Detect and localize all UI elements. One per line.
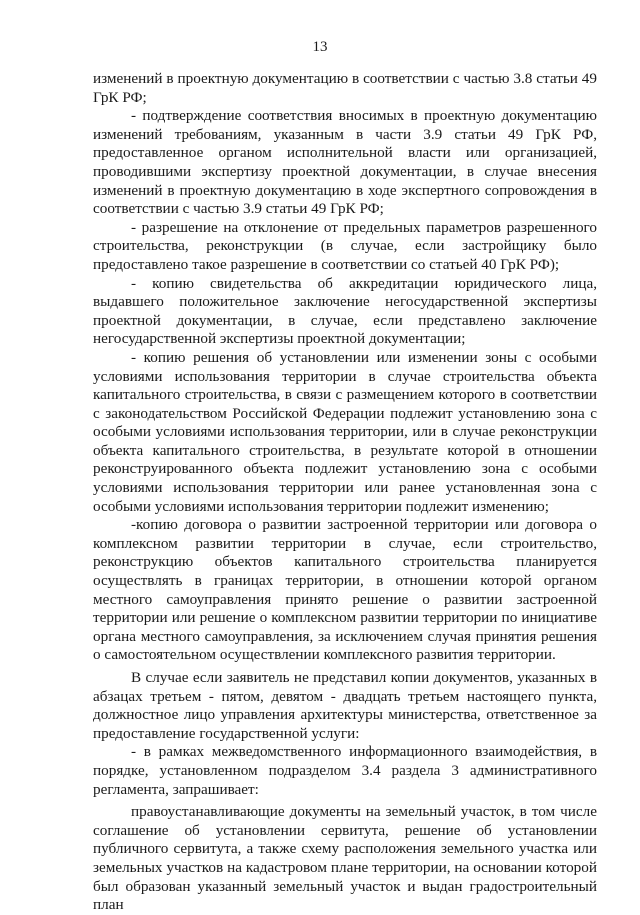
paragraph-2: - подтверждение соответствия вносимых в проектную документацию изменений требованиям, указанным в части 3.9 статьи 49 ГрК РФ, предоставленное органом исполнительной власти или организацией, проводившими экспертизу проектной документации, в случае внесения изменений в проектную документацию в ходе экспертного сопровождения в соответствии с частью 3.9 статьи 49 ГрК РФ;	[93, 107, 597, 218]
paragraph-4: - копию свидетельства об аккредитации юридического лица, выдавшего положительное заключение негосударственной экспертизы проектной документации, в случае, если представлено заключение негосударственной экспертизы проектной документации;	[93, 274, 597, 348]
paragraph-6: -копию договора о развитии застроенной территории или договора о комплексном развитии территории в случае, если строительство, реконструкцию объектов капитального строительства планируется осуществлять в границах территории, в отношении которой органом местного самоуправления принято решение о развитии застроенной территории или решение о комплексном развитии территории по инициативе органа местного самоуправления, за исключением случая принятия решения о самостоятельном осуществлении комплексного развития территории.	[93, 516, 597, 664]
page-number: 13	[312, 39, 328, 55]
page-body	[93, 70, 597, 915]
paragraph-8: - в рамках межведомственного информационного взаимодействия, в порядке, установленном подразделом 3.4 раздела 3 административного регламента, запрашивает:	[93, 743, 597, 798]
paragraph-9: правоустанавливающие документы на земельный участок, в том числе соглашение об установлении сервитута, решение об установлении публичного сервитута, а также схему расположения земельного участка или земельных участков на кадастровом плане территории, на основании которой был образован указанный земельный участок и выдан градостроительный план	[93, 803, 597, 914]
paragraph-3: - разрешение на отклонение от предельных параметров разрешенного строительства, реконструкции (в случае, если застройщику было предоставлено такое разрешение в соответствии со статьей 40 ГрК РФ);	[93, 218, 597, 273]
paragraph-7: В случае если заявитель не представил копии документов, указанных в абзацах третьем - пятом, девятом - двадцать третьем настоящего пункта, должностное лицо управления архитектуры министерства, ответственное за предоставление государственной услуги:	[93, 669, 597, 742]
paragraph-5: - копию решения об установлении или изменении зоны с особыми условиями использования территории в случае строительства объекта капитального строительства, в связи с размещением которого в соответствии с законодательством Российской Федерации подлежит установлению зона с особыми условиями использования территории, или в случае реконструкции объекта капитального строительства, в результате которой в отношении реконструированного объекта подлежит установлению зона с особыми условиями использования территории или ранее установленная зона с особыми условиями использования территории подлежит изменению;	[93, 348, 597, 515]
paragraph-1: изменений в проектную документацию в соответствии с частью 3.8 статьи 49 ГрК РФ;	[93, 70, 597, 106]
